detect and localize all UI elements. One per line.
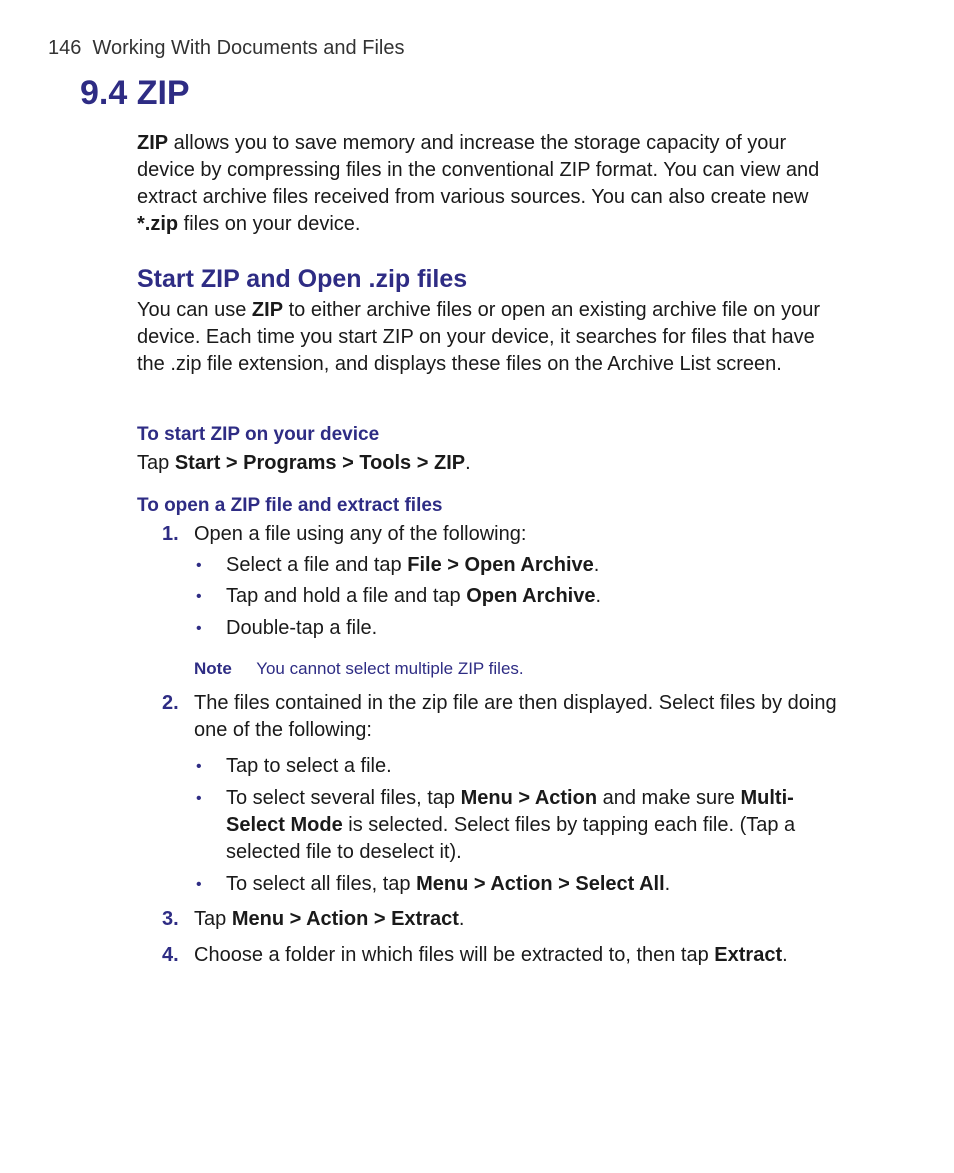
note: [194, 659, 524, 679]
note-label: Note: [194, 659, 232, 678]
list-item: • To select all files, tap Menu > Action > Select All.: [196, 871, 836, 898]
step-number: 2.: [162, 692, 179, 714]
bullet-icon: •: [196, 557, 202, 574]
step-number: 4.: [162, 944, 179, 966]
intro-paragraph: ZIP allows you to save memory and increase the storage capacity of your device by compressing files in the conventional ZIP format. You can view and extract archive files received from various sources. You can also create new *.zip files on your device.: [137, 132, 820, 235]
list-item: • Select a file and tap File > Open Archive.: [196, 552, 836, 579]
step-1: 1. Open a file using any of the following:: [162, 521, 842, 548]
page-header: [48, 37, 404, 60]
running-section-title: Working With Documents and Files: [92, 37, 405, 59]
page-number: 146: [48, 37, 82, 59]
step-4: 4. Choose a folder in which files will be extracted to, then tap Extract.: [162, 942, 842, 969]
start-instruction: Tap Start > Programs > Tools > ZIP.: [137, 452, 471, 474]
procedure-heading-start: To start ZIP on your device: [137, 424, 380, 445]
step-3: 3. Tap Menu > Action > Extract.: [162, 906, 842, 933]
step-number: 3.: [162, 908, 179, 930]
list-item: • To select several files, tap Menu > Action and make sure Multi-Select Mode is selected. Select files by tapping each file. (Tap a selected file to deselect it).: [196, 787, 796, 863]
step-number: 1.: [162, 523, 179, 545]
section-heading: Start ZIP and Open .zip files: [137, 265, 468, 293]
chapter-heading: 9.4 ZIP: [80, 74, 190, 112]
bullet-icon: •: [196, 588, 202, 605]
list-item: • Tap and hold a file and tap Open Archive.: [196, 583, 836, 610]
list-item: • Tap to select a file.: [196, 753, 836, 780]
list-item: • Double-tap a file.: [196, 615, 836, 642]
section-paragraph: You can use ZIP to either archive files or open an existing archive file on your device. Each time you start ZIP on your device, it searches for files that have the .zip file extension, and displays these files on the Archive List screen.: [137, 299, 820, 375]
bullet-icon: •: [196, 876, 202, 893]
bullet-icon: •: [196, 790, 202, 807]
note-text: You cannot select multiple ZIP files.: [256, 659, 524, 678]
procedure-heading-open: To open a ZIP file and extract files: [137, 495, 443, 516]
bullet-icon: •: [196, 620, 202, 637]
bullet-icon: •: [196, 758, 202, 775]
step-2: 2. The files contained in the zip file are then displayed. Select files by doing one of the following:: [162, 692, 837, 741]
